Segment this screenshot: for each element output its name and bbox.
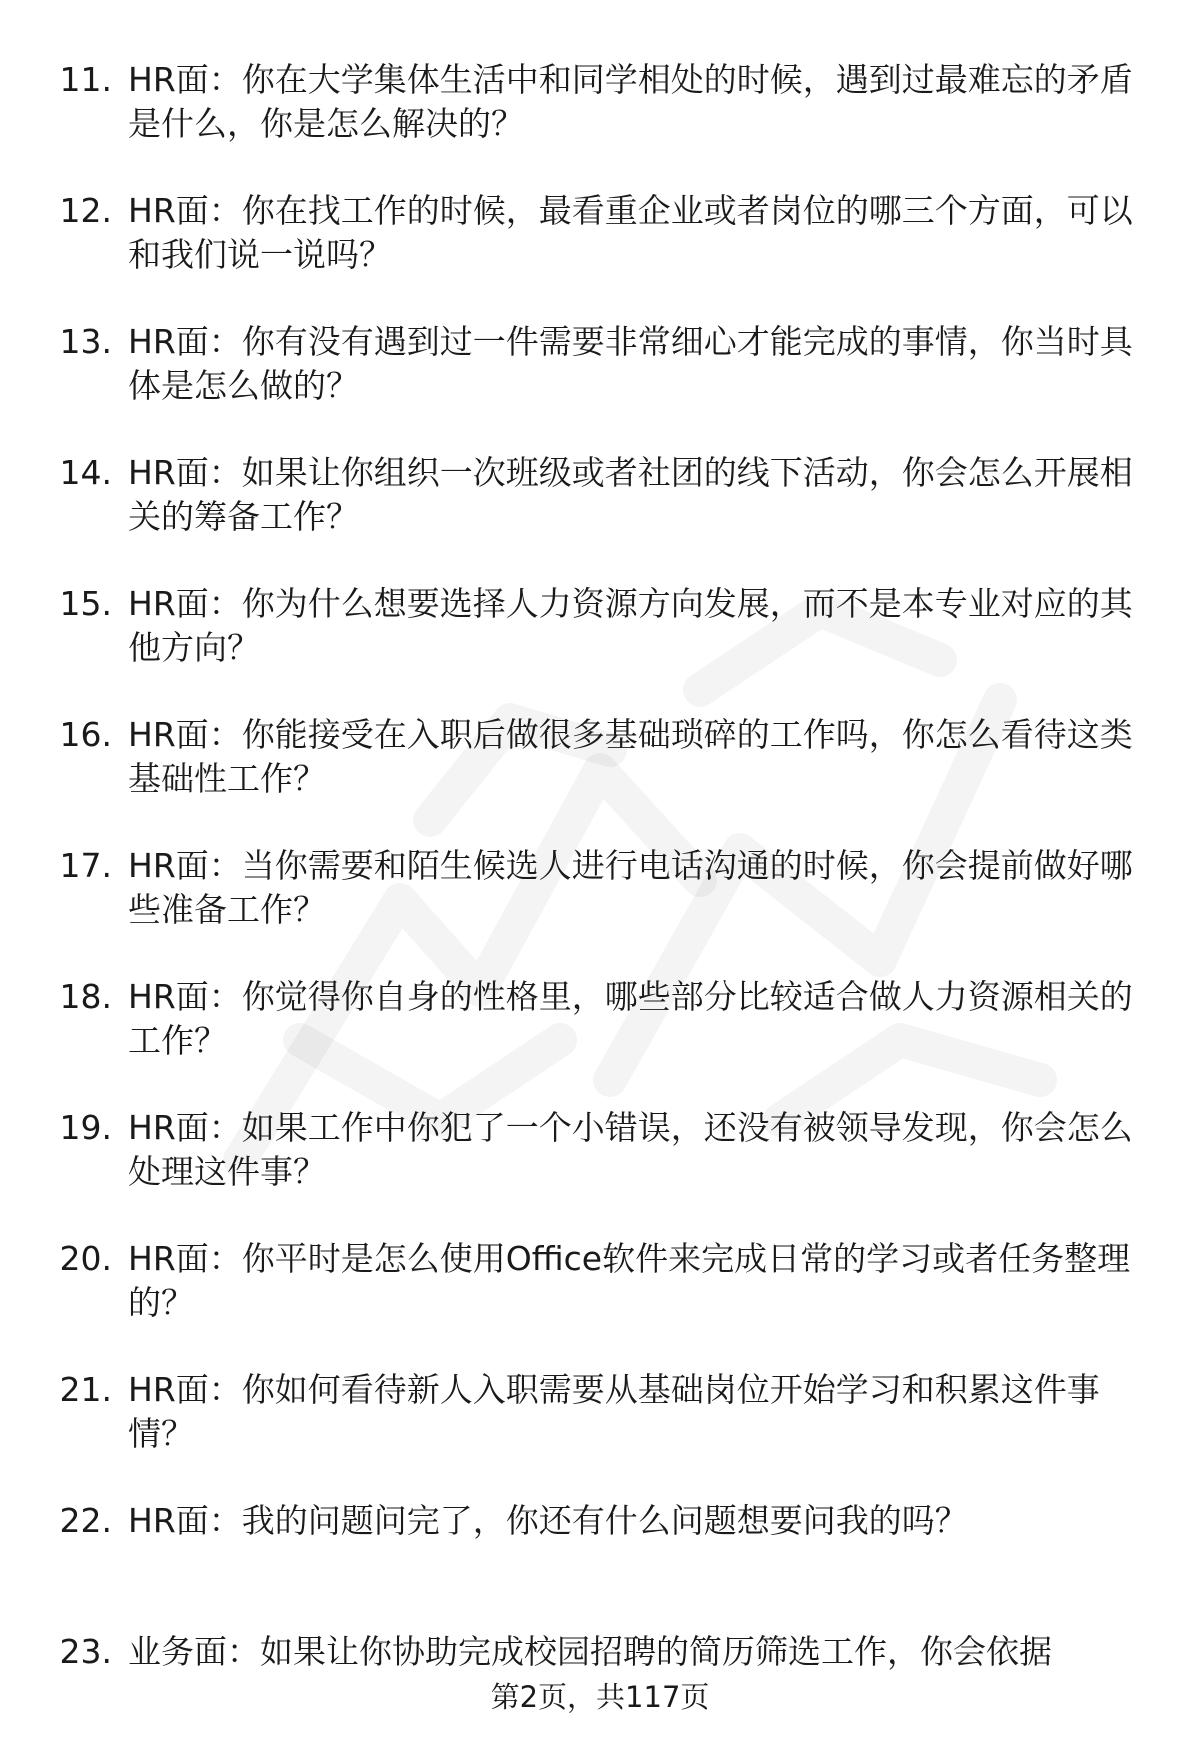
question-text: HR面：如果让你组织一次班级或者社团的线下活动，你会怎么开展相关的筹备工作？	[128, 453, 1133, 536]
list-item	[0, 1499, 1200, 1630]
question-text: HR面：你如何看待新人入职需要从基础岗位开始学习和积累这件事情？	[128, 1370, 1100, 1453]
question-list	[0, 58, 1200, 1761]
question-text: HR面：当你需要和陌生候选人进行电话沟通的时候，你会提前做好哪些准备工作？	[128, 846, 1133, 929]
question-number: 17.	[59, 846, 112, 885]
list-item	[0, 713, 1200, 844]
question-text: HR面：你有没有遇到过一件需要非常细心才能完成的事情，你当时具体是怎么做的？	[128, 322, 1133, 405]
list-item	[0, 1106, 1200, 1237]
page-number-footer: 第2页，共117页	[490, 1680, 710, 1714]
list-item	[0, 58, 1200, 189]
question-number: 23.	[59, 1632, 112, 1671]
list-item	[0, 844, 1200, 975]
list-item	[0, 582, 1200, 713]
question-number: 11.	[59, 60, 112, 99]
list-item	[0, 451, 1200, 582]
list-item	[0, 975, 1200, 1106]
question-number: 20.	[59, 1239, 112, 1278]
question-text: HR面：如果工作中你犯了一个小错误，还没有被领导发现，你会怎么处理这件事？	[128, 1108, 1133, 1191]
question-number: 16.	[59, 715, 112, 754]
question-number: 12.	[59, 191, 112, 230]
question-text: HR面：你在大学集体生活中和同学相处的时候，遇到过最难忘的矛盾是什么，你是怎么解决的？	[128, 60, 1133, 143]
question-text: HR面：你觉得你自身的性格里，哪些部分比较适合做人力资源相关的工作？	[128, 977, 1133, 1060]
question-number: 18.	[59, 977, 112, 1016]
question-text: 业务面：如果让你协助完成校园招聘的简历筛选工作，你会依据	[128, 1632, 1052, 1671]
list-item	[0, 189, 1200, 320]
question-number: 13.	[59, 322, 112, 361]
question-number: 14.	[59, 453, 112, 492]
list-item	[0, 1237, 1200, 1368]
question-number: 15.	[59, 584, 112, 623]
question-number: 22.	[59, 1501, 112, 1540]
question-text: HR面：你能接受在入职后做很多基础琐碎的工作吗，你怎么看待这类基础性工作？	[128, 715, 1133, 798]
list-item	[0, 320, 1200, 451]
question-number: 19.	[59, 1108, 112, 1147]
question-text: HR面：你在找工作的时候，最看重企业或者岗位的哪三个方面，可以和我们说一说吗？	[128, 191, 1133, 274]
question-text: HR面：我的问题问完了，你还有什么问题想要问我的吗？	[128, 1501, 968, 1540]
question-text: HR面：你平时是怎么使用Office软件来完成日常的学习或者任务整理的？	[128, 1239, 1131, 1322]
question-text: HR面：你为什么想要选择人力资源方向发展，而不是本专业对应的其他方向？	[128, 584, 1133, 667]
question-number: 21.	[59, 1370, 112, 1409]
list-item	[0, 1368, 1200, 1499]
